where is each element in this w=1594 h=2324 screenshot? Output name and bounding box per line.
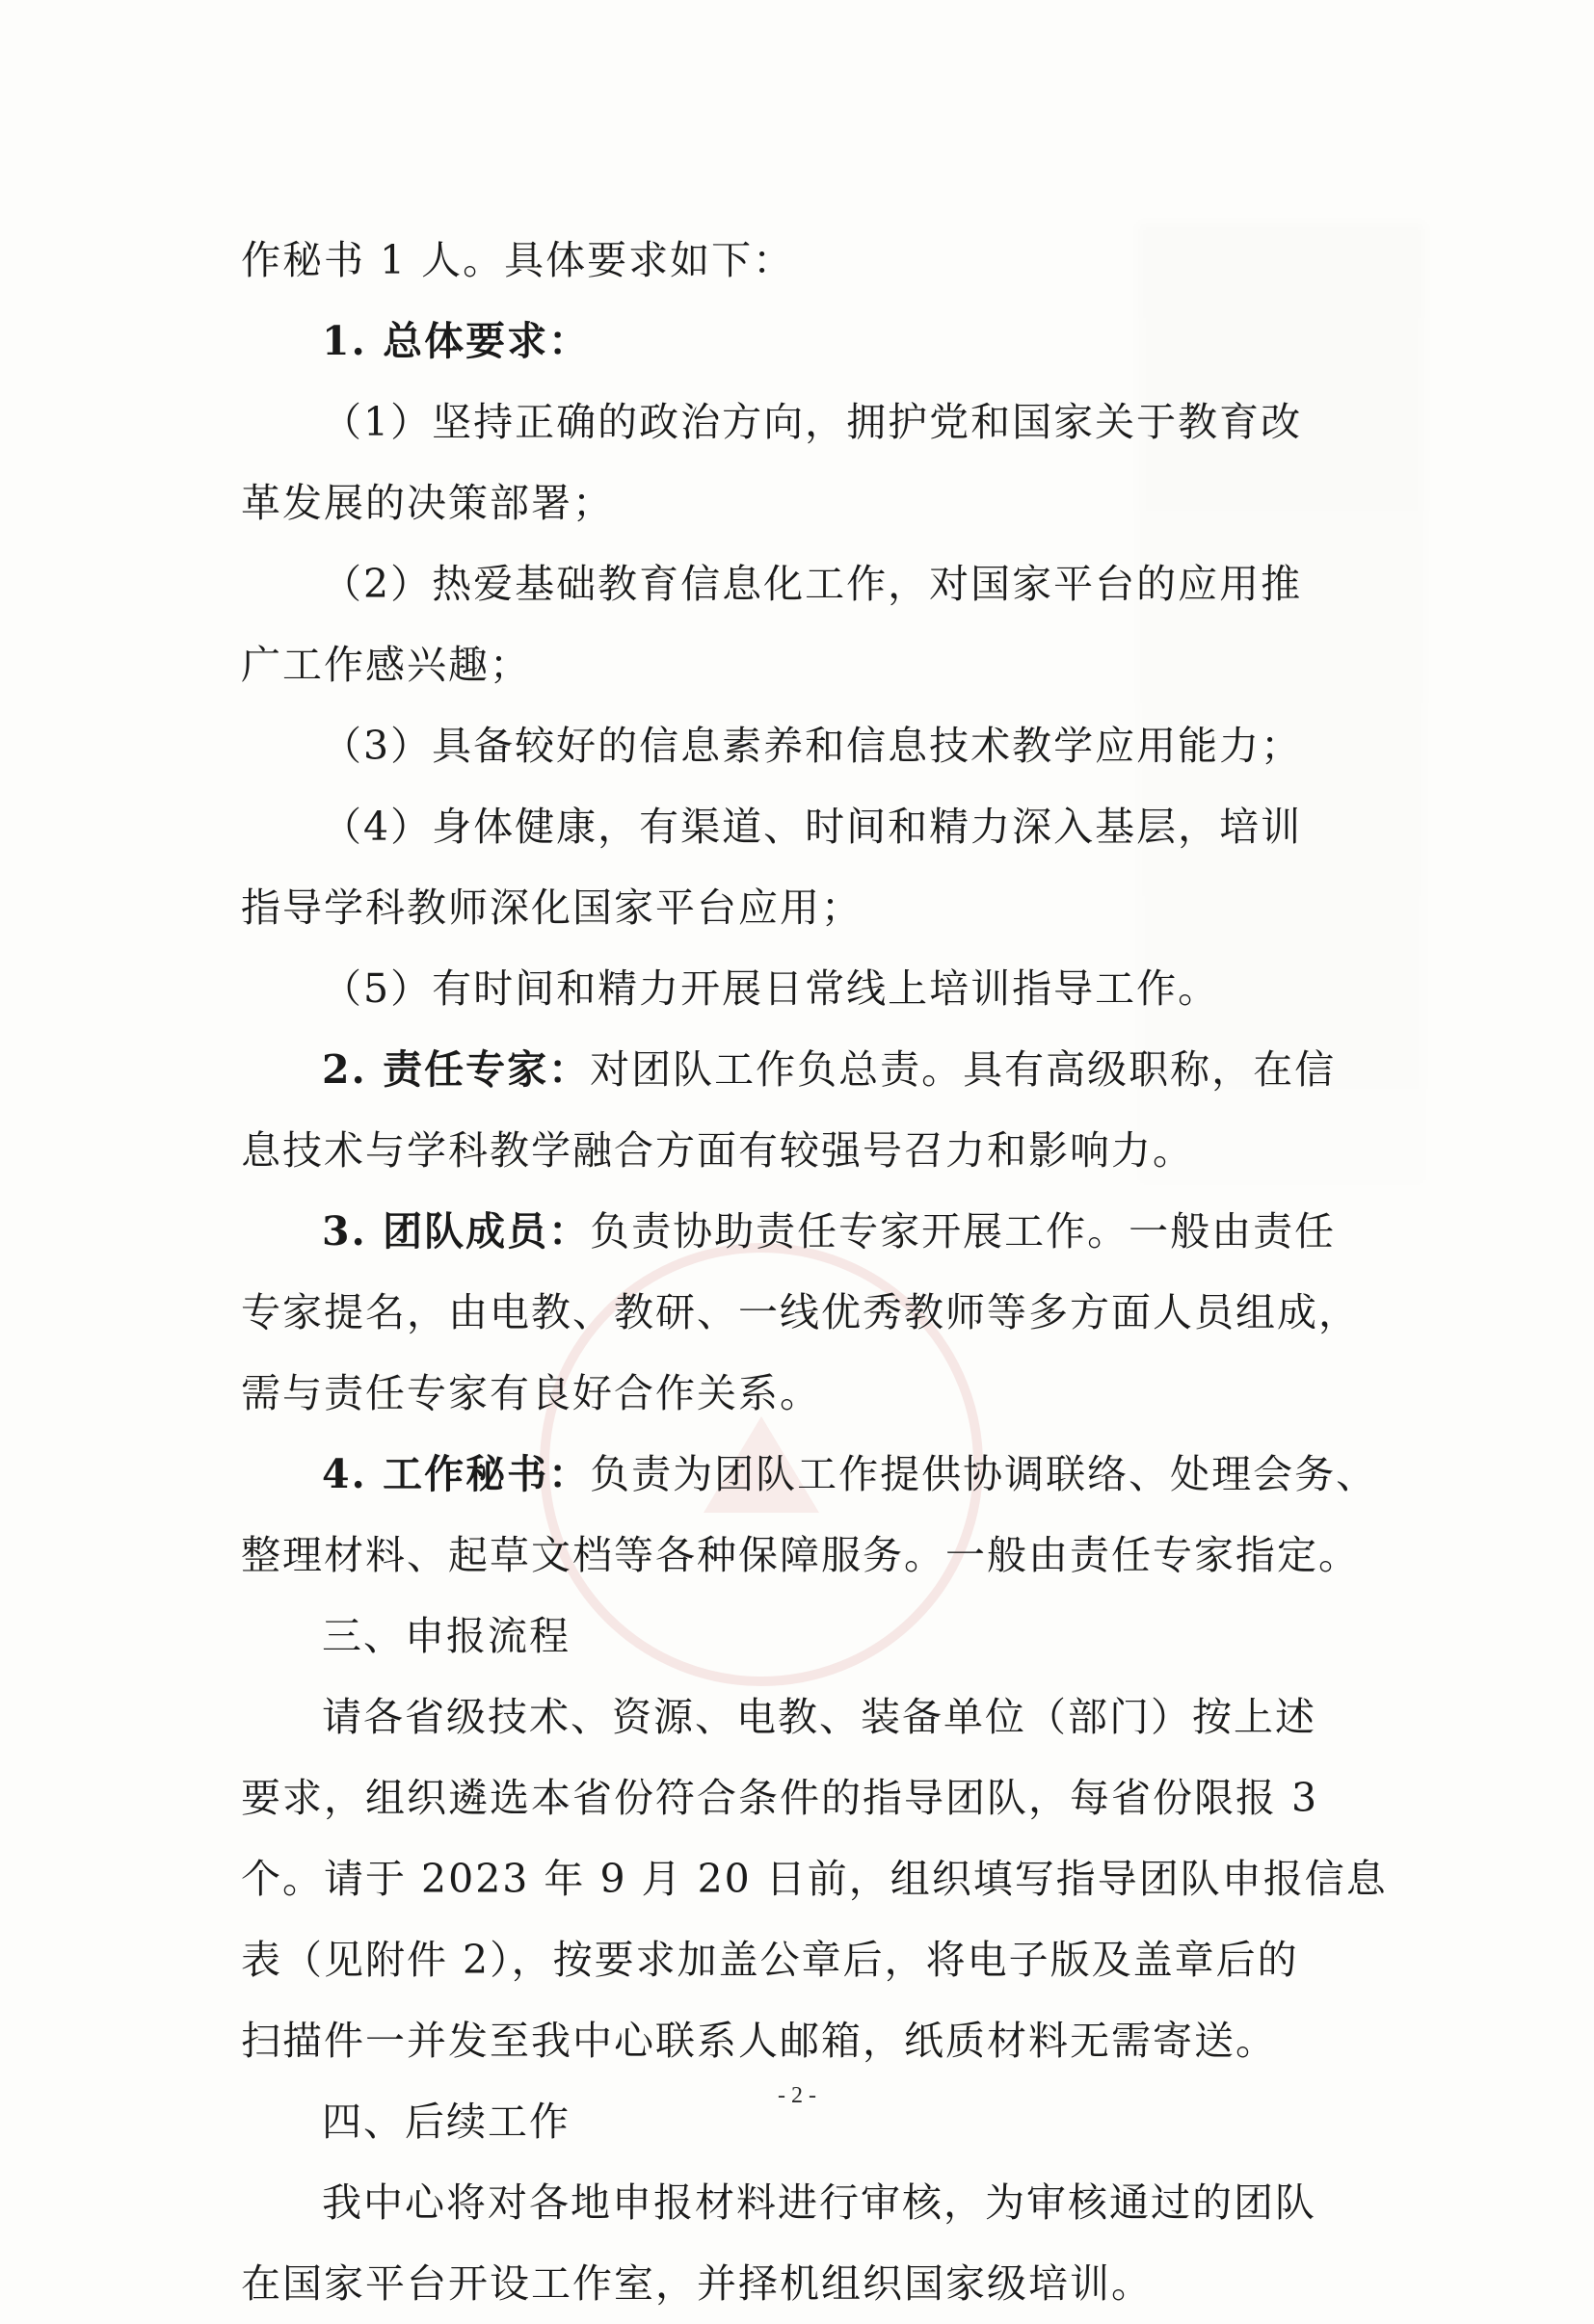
line-text: （5）有时间和精力开展日常线上培训指导工作。 xyxy=(322,965,1220,1012)
item-label: 2. 责任专家： xyxy=(322,1046,591,1093)
line-text: （4）身体健康，有渠道、时间和精力深入基层，培训 xyxy=(322,804,1303,850)
body-line xyxy=(241,2000,1359,2081)
line-text: 扫描件一并发至我中心联系人邮箱，纸质材料无需寄送。 xyxy=(241,2018,1277,2064)
body-line xyxy=(241,1596,1359,1677)
body-line xyxy=(241,624,1359,705)
line-text: 在国家平台开设工作室，并择机组织国家级培训。 xyxy=(241,2260,1153,2307)
page-number: - 2 - xyxy=(778,2083,816,2108)
body-line xyxy=(241,948,1359,1029)
body-line xyxy=(241,1757,1359,1838)
body-line xyxy=(241,2243,1359,2324)
body-line xyxy=(241,1110,1359,1191)
body-line xyxy=(241,705,1359,786)
body-line xyxy=(241,1272,1359,1353)
body-line xyxy=(241,867,1359,948)
line-text: 整理材料、起草文档等各种保障服务。一般由责任专家指定。 xyxy=(241,1532,1360,1578)
body-line xyxy=(241,1029,1359,1110)
body-line xyxy=(241,301,1359,382)
body-line xyxy=(241,382,1359,462)
line-text: （1）坚持正确的政治方向，拥护党和国家关于教育改 xyxy=(322,399,1303,445)
line-text: 表（见附件 2），按要求加盖公章后，将电子版及盖章后的 xyxy=(241,1937,1299,1983)
body-line xyxy=(241,1353,1359,1434)
body-line xyxy=(241,1677,1359,1757)
line-text: （2）热爱基础教育信息化工作，对国家平台的应用推 xyxy=(322,561,1303,607)
line-text: 我中心将对各地申报材料进行审核，为审核通过的团队 xyxy=(322,2179,1316,2226)
item-label: 4. 工作秘书： xyxy=(322,1451,591,1497)
body-line xyxy=(241,543,1359,624)
item-label: 1. 总体要求： xyxy=(322,318,591,364)
line-text: 对团队工作负总责。具有高级职称，在信 xyxy=(590,1046,1337,1093)
body-line xyxy=(241,1434,1378,1515)
line-text: 息技术与学科教学融合方面有较强号召力和影响力。 xyxy=(241,1127,1194,1174)
section-heading: 四、后续工作 xyxy=(322,2099,571,2145)
item-label: 3. 团队成员： xyxy=(322,1208,591,1254)
document-body xyxy=(241,220,1388,2324)
line-text: 要求，组织遴选本省份符合条件的指导团队，每省份限报 3 xyxy=(241,1775,1319,1821)
body-line xyxy=(241,2162,1359,2243)
section-heading: 三、申报流程 xyxy=(322,1613,571,1659)
body-line xyxy=(241,1515,1359,1596)
line-text: 广工作感兴趣； xyxy=(241,642,531,688)
body-line xyxy=(241,786,1359,867)
line-text: 负责协助责任专家开展工作。一般由责任 xyxy=(590,1208,1337,1254)
body-line xyxy=(241,462,1359,543)
line-text: 请各省级技术、资源、电教、装备单位（部门）按上述 xyxy=(322,1694,1316,1740)
line-text: 革发展的决策部署； xyxy=(241,480,614,526)
line-text: 指导学科教师深化国家平台应用； xyxy=(241,885,863,931)
line-text: 个。请于 2023 年 9 月 20 日前，组织填写指导团队申报信息 xyxy=(241,1856,1388,1902)
body-line xyxy=(241,220,1359,301)
line-text: （3）具备较好的信息素养和信息技术教学应用能力； xyxy=(322,723,1303,769)
line-text: 负责为团队工作提供协调联络、处理会务、 xyxy=(590,1451,1378,1497)
body-line xyxy=(241,1191,1359,1272)
line-text: 专家提名，由电教、教研、一线优秀教师等多方面人员组成， xyxy=(241,1289,1360,1335)
line-text: 作秘书 1 人。具体要求如下： xyxy=(241,237,795,283)
line-text: 需与责任专家有良好合作关系。 xyxy=(241,1370,821,1416)
body-line xyxy=(241,1838,1388,1919)
body-line xyxy=(241,1919,1359,2000)
